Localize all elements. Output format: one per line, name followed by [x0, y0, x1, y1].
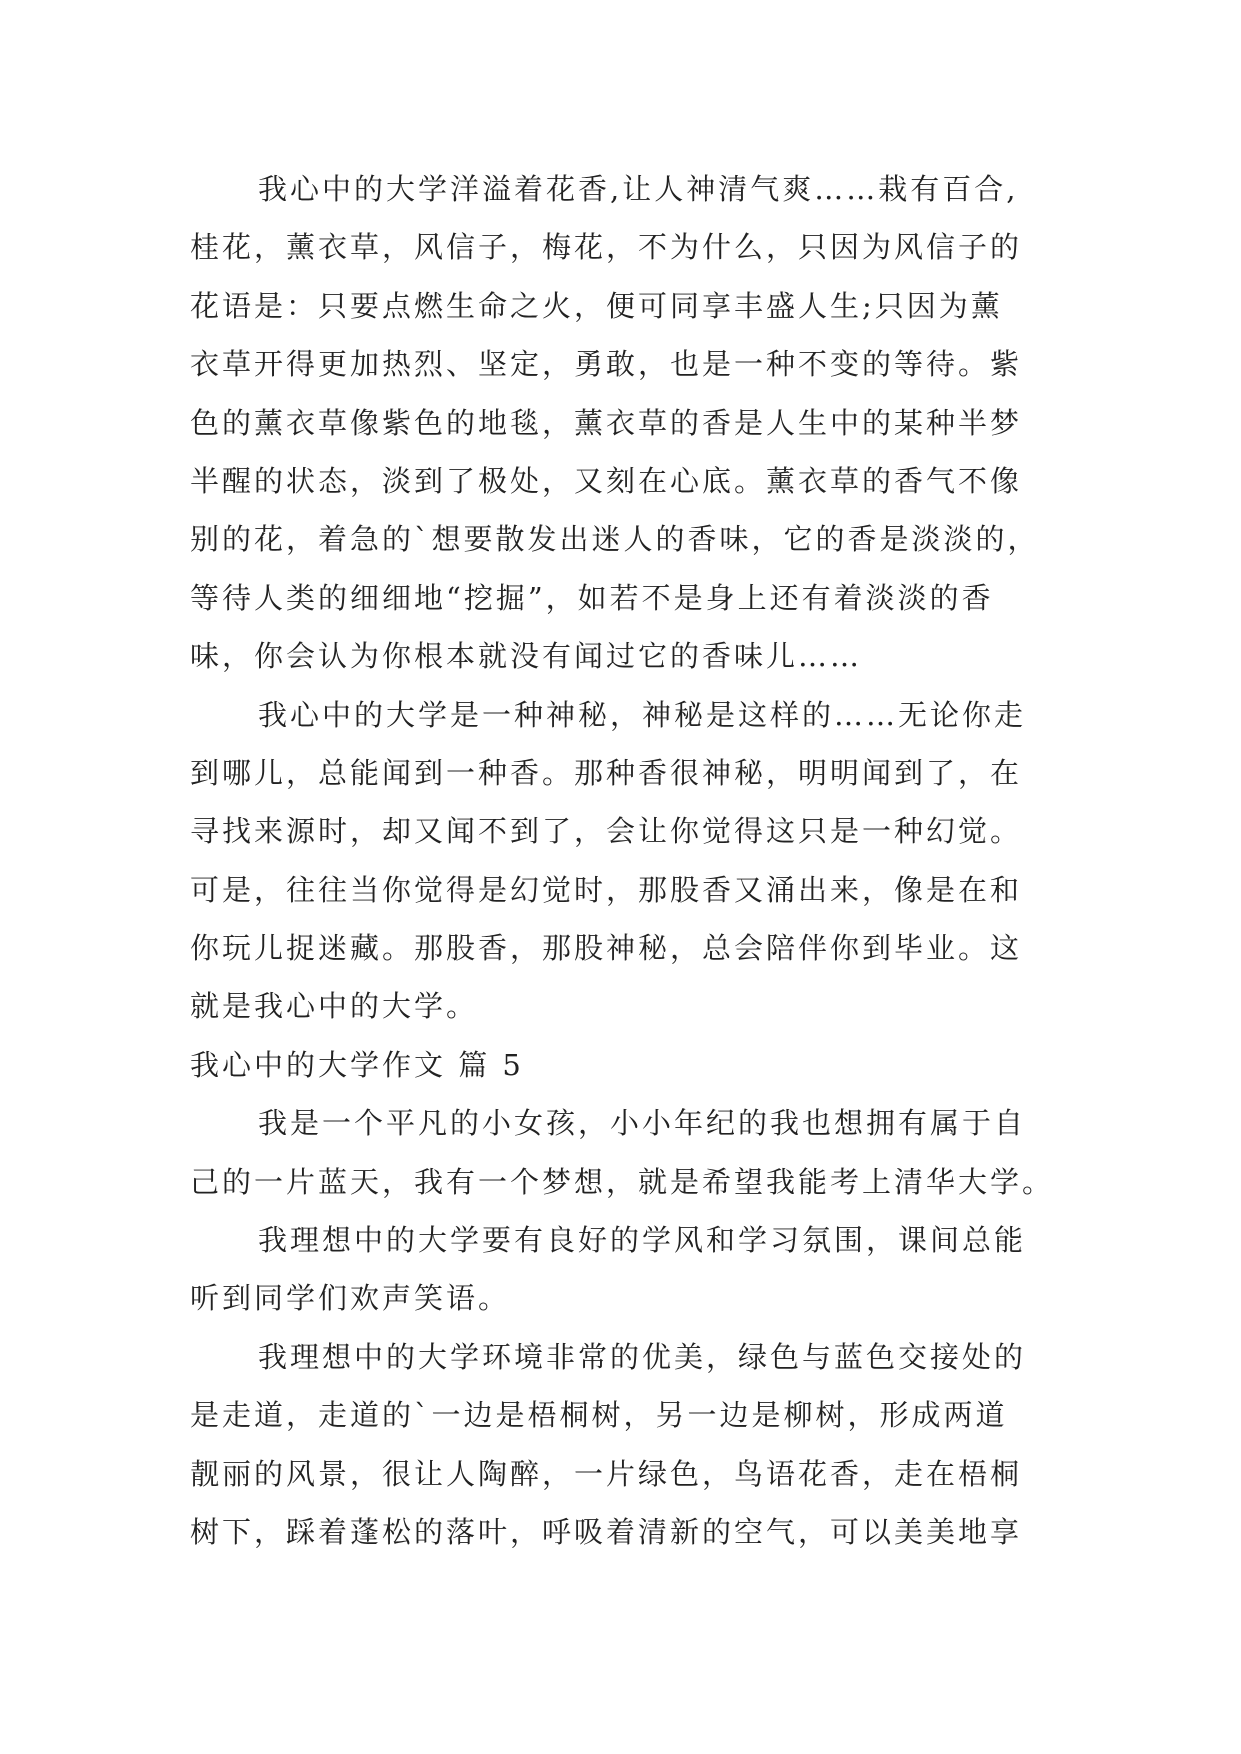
text-line: 听到同学们欢声笑语。: [190, 1281, 511, 1316]
text-line: 半醒的状态，淡到了极处，又刻在心底。薰衣草的香气不像: [190, 463, 1023, 498]
text-line: 我理想中的大学环境非常的优美，绿色与蓝色交接处的: [258, 1339, 1027, 1374]
text-line: 我心中的大学是一种神秘，神秘是这样的……无论你走: [258, 697, 1027, 732]
text-line: 到哪儿，总能闻到一种香。那种香很神秘，明明闻到了，在: [190, 755, 1023, 790]
text-line: 桂花，薰衣草，风信子，梅花，不为什么，只因为风信子的: [190, 230, 1023, 265]
text-line: 己的一片蓝天，我有一个梦想，就是希望我能考上清华大学。: [190, 1164, 1055, 1199]
text-line: 别的花，着急的`想要散发出迷人的香味，它的香是淡淡的，: [190, 522, 1040, 557]
section-heading: 我心中的大学作文 篇 5: [190, 1047, 524, 1082]
document-body: [190, 160, 1070, 1561]
text-line: 就是我心中的大学。: [190, 989, 479, 1024]
text-line: 可是，往往当你觉得是幻觉时，那股香又涌出来，像是在和: [190, 872, 1023, 907]
text-line: 等待人类的细细地“挖掘”，如若不是身上还有着淡淡的香: [190, 580, 994, 615]
text-line: 味，你会认为你根本就没有闻过它的香味儿……: [190, 639, 863, 674]
text-line: 我心中的大学洋溢着花香,让人神清气爽……栽有百合,: [258, 172, 1019, 206]
text-line: 树下，踩着蓬松的落叶，呼吸着清新的空气，可以美美地享: [190, 1514, 1023, 1549]
text-line: 你玩儿捉迷藏。那股香，那股神秘，总会陪伴你到毕业。这: [190, 931, 1023, 966]
text-line: 衣草开得更加热烈、坚定，勇敢，也是一种不变的等待。紫: [190, 347, 1023, 382]
text-line: 我是一个平凡的小女孩，小小年纪的我也想拥有属于自: [258, 1106, 1027, 1141]
text-line: 是走道，走道的`一边是梧桐树，另一边是柳树，形成两道: [190, 1398, 1008, 1433]
text-line: 寻找来源时，却又闻不到了，会让你觉得这只是一种幻觉。: [190, 814, 1023, 849]
text-line: 色的薰衣草像紫色的地毯，薰衣草的香是人生中的某种半梦: [190, 405, 1023, 440]
text-line: 我理想中的大学要有良好的学风和学习氛围，课间总能: [258, 1223, 1027, 1258]
text-line: 花语是：只要点燃生命之火，便可同享丰盛人生;只因为薰: [190, 288, 1003, 323]
text-line: 靓丽的风景，很让人陶醉，一片绿色，鸟语花香，走在梧桐: [190, 1456, 1023, 1491]
